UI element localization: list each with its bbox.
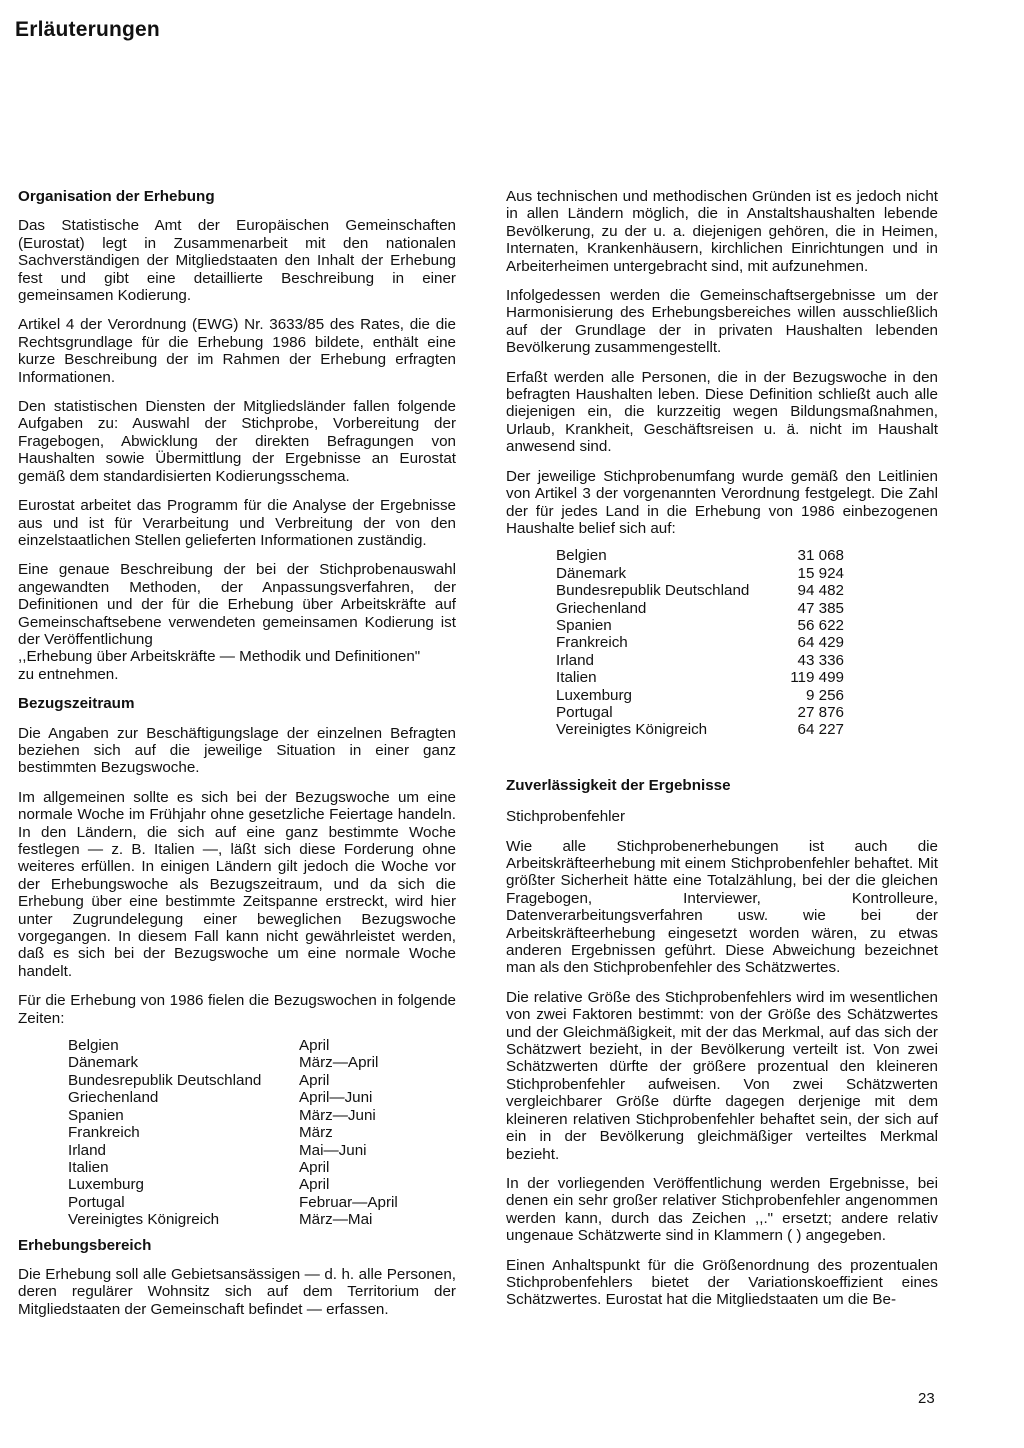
country-cell: Frankreich [68,1124,140,1142]
table-row [68,1107,398,1124]
table-row [556,669,844,686]
country-cell: Frankreich [556,634,628,652]
paragraph: Eurostat arbeitet das Programm für die Analyse der Ergebnisse aus und ist für Verarbeitung und Verbreitung der von den einzelstaatlichen Stellen gelieferten Informationen zuständig. [18,497,456,549]
table-row [556,617,844,634]
country-cell: Spanien [68,1106,124,1124]
paragraph: Aus technischen und methodischen Gründen ist es jedoch nicht in allen Ländern möglich, die in Anstaltshaushalten lebende Bevölkerung, zu der u. a. diejenigen gehören, die in Heimen, Internaten, Krankenhäusern, kirchlichen Einrichtungen und in Arbeiterheimen untergebracht sind, mit aufzunehmen. [506,188,938,275]
country-cell: Dänemark [556,564,627,582]
country-cell: Irland [556,651,594,669]
paragraph: Die relative Größe des Stichprobenfehlers wird im wesentlichen von zwei Faktoren bestimmt: von der Größe des Schätzwertes und der Gleichmäßigkeit, mit der das Merkmal, auf das sich der Schätzwert bezieht, in der Bevölkerung verteilt ist. Von zwei Schätzwerten dürfte der größere prozentual den kleineren Stichprobenfehler aufweisen. Von zwei Schätzwerten vergleichbarer Größe dürfte dagegen derjenige mit dem kleineren relativen Stichprobenfehler behaftet sein, der sich auf ein in der Bevölkerung gleichmäßiger verteiltes Merkmal bezieht. [506,988,938,1163]
paragraph: Artikel 4 der Verordnung (EWG) Nr. 3633/85 des Rates, die die Rechtsgrundlage für die Erhebung 1986 bildete, enthält eine kurze Beschreibung der im Rahmen der Erhebung erfragten Informationen. [18,316,456,386]
households-cell: 56 622 [797,616,844,634]
period-cell: März—Mai [299,1211,373,1229]
table-row [556,652,844,669]
paragraph: Erfaßt werden alle Personen, die in der Bezugswoche in den befragten Haushalten leben. Diese Definition schließt auch alle diejenigen ein, die kurzzeitig wegen Bildungsmaßnahmen, Urlaub, Krankheit, Geschäftsreisen u. ä. nicht im Haushalt anwesend sind. [506,368,938,456]
country-cell: Dänemark [68,1054,139,1072]
households-cell: 94 482 [797,582,844,600]
country-cell: Belgien [556,547,607,565]
table-row [68,1037,398,1054]
heading-organisation: Organisation der Erhebung [18,188,215,205]
paragraph: Den statistischen Diensten der Mitgliedsländer fallen folgende Aufgaben zu: Auswahl der Stichprobe, Vorbereitung der Fragebogen, Abwicklung der direkten Befragungen von Haushalten sowie Übermittlung der Ergebnisse an Eurostat gemäß dem standardisierten Kodierungsschema. [18,398,456,485]
table-row [556,687,844,704]
table-row [556,704,844,721]
period-cell: März [299,1124,333,1142]
page-title: Erläuterungen [15,18,160,41]
table-row [556,582,844,599]
households-cell: 43 336 [797,651,844,669]
paragraph: In der vorliegenden Veröffentlichung werden Ergebnisse, bei denen ein sehr großer relativer Stichprobenfehler angenommen werden kann, durch das Zeichen ,,." ersetzt; andere relativ ungenaue Schätzwerte sind in Klammern ( ) angegeben. [506,1174,938,1245]
table-row [68,1072,398,1089]
households-cell: 9 256 [805,686,844,704]
paragraph: Die Erhebung soll alle Gebietsansässigen — d. h. alle Personen, deren regulärer Wohnsitz sich auf dem Territorium der Mitgliedstaaten der Gemeinschaft befindet — erfassen. [18,1265,456,1318]
paragraph: Wie alle Stichprobenerhebungen ist auch die Arbeitskräfteerhebung mit einem Stichprobenfehler behaftet. Mit größter Sicherheit hätte eine Totalzählung, bei der die gleichen Fragebogen, Interviewer, Kontrolleure, Datenverarbeitungsverfahren usw. wie bei der Arbeitskräfteerhebung eingesetzt worden wären, zu etwas anderen Ergebnissen geführt. Diese Abweichung bezeichnet man als den Stichprobenfehler des Schätzwertes. [506,837,938,977]
households-cell: 31 068 [797,547,844,565]
country-cell: Portugal [556,703,613,721]
country-cell: Portugal [68,1193,125,1211]
country-cell: Bundesrepublik Deutschland [556,582,750,600]
country-cell: Belgien [68,1037,119,1055]
subheading-sampling-error: Stichprobenfehler [506,808,626,826]
period-cell: März—April [299,1054,379,1072]
table-row [68,1124,398,1141]
households-cell: 47 385 [797,599,844,617]
table-row [68,1176,398,1193]
country-cell: Vereinigtes Königreich [68,1211,220,1229]
table-row [68,1159,398,1176]
left-column [18,188,456,1330]
paragraph: Der jeweilige Stichprobenumfang wurde gemäß den Leitlinien von Artikel 3 der vorgenannten Verordnung festgelegt. Die Zahl der für jedes Land in die Erhebung von 1986 einbezogenen Haushalte belief sich auf: [506,467,938,537]
households-cell: 27 876 [797,703,844,721]
paragraph: Für die Erhebung von 1986 fielen die Bezugswochen in folgende Zeiten: [18,992,456,1027]
country-cell: Luxemburg [68,1176,144,1194]
period-cell: April—Juni [299,1089,373,1107]
period-cell: März—Juni [299,1106,376,1124]
period-cell: April [299,1037,330,1055]
paragraph: Einen Anhaltspunkt für die Größenordnung des prozentualen Stichprobenfehlers bietet der Variationskoeffizient eines Schätzwertes. Eurostat hat die Mitgliedstaaten um die Be- [506,1256,938,1309]
heading-survey-scope: Erhebungsbereich [18,1236,152,1254]
table-row [68,1142,398,1159]
period-cell: Februar—April [299,1193,398,1211]
sample-size-table [556,547,844,738]
country-cell: Italien [68,1158,109,1176]
paragraph: Eine genaue Beschreibung der bei der Stichprobenauswahl angewandten Methoden, der Anpassungsverfahren, der Definitionen und der für die Erhebung über Arbeitskräfte auf Gemeinschaftsebene verwendeten gemeinsamen Kodierung ist der Veröffentlichung [18,561,456,648]
table-row [68,1054,398,1071]
heading-reference-period: Bezugszeitraum [18,695,135,713]
period-cell: April [299,1158,330,1176]
right-column [506,188,938,1321]
country-cell: Irland [68,1141,106,1159]
table-row [556,547,844,564]
paragraph: Das Statistische Amt der Europäischen Gemeinschaften (Eurostat) legt in Zusammenarbeit mit den nationalen Sachverständigen der Mitgliedstaaten den Inhalt der Erhebung fest und gibt eine detaillierte Beschreibung in einer gemeinsamen Kodierung. [18,217,456,305]
paragraph: Infolgedessen werden die Gemeinschaftsergebnisse um der Harmonisierung des Erhebungsbereiches willen ausschließlich auf der Grundlage der in privaten Haushalten lebenden Bevölkerung zusammengestellt. [506,287,938,357]
table-row [68,1194,398,1211]
table-row [556,634,844,651]
households-cell: 15 924 [797,564,844,582]
paragraph: Die Angaben zur Beschäftigungslage der einzelnen Befragten beziehen sich auf die jeweilige Situation in einer ganz bestimmten Bezugswoche. [18,724,456,777]
period-cell: Mai—Juni [299,1141,367,1159]
country-cell: Luxemburg [556,686,632,704]
households-cell: 119 499 [790,669,844,687]
table-row [556,721,844,738]
reference-weeks-table [68,1037,398,1228]
country-cell: Bundesrepublik Deutschland [68,1071,262,1089]
households-cell: 64 227 [797,721,844,739]
country-cell: Vereinigtes Königreich [556,721,708,739]
paragraph: Im allgemeinen sollte es sich bei der Bezugswoche um eine normale Woche im Frühjahr ohne gesetzliche Feiertage handeln. In den Ländern, die sich auf eine ganz bestimmte Woche festlegen — z. B. Italien —, läßt sich diese Forderung ohne weiteres erfüllen. In einigen Ländern gilt jedoch die Woche vor der Erhebungswoche als Bezugszeitraum, und da sich die Erhebung über eine bestimmte Zeitspanne erstreckt, wird hier unter Zugrundelegung einer beweglichen Bezugswoche vorgegangen. In diesem Fall kann nicht gewährleistet werden, daß es sich bei der Bezugswoche um eine normale Woche handelt. [18,788,456,980]
page-number: 23 [918,1390,935,1407]
table-row [68,1211,398,1228]
table-row [68,1089,398,1106]
period-cell: April [299,1176,330,1194]
country-cell: Griechenland [68,1089,159,1107]
table-row [556,600,844,617]
heading-reliability: Zuverlässigkeit der Ergebnisse [506,776,731,794]
publication-reference [18,561,456,683]
paragraph-end: zu entnehmen. [18,665,119,683]
households-cell: 64 429 [797,634,844,652]
country-cell: Spanien [556,616,612,634]
table-row [556,565,844,582]
country-cell: Griechenland [556,599,647,617]
period-cell: April [299,1071,330,1089]
publication-title: ,,Erhebung über Arbeitskräfte — Methodik und Definitionen" [18,648,421,666]
country-cell: Italien [556,669,597,687]
